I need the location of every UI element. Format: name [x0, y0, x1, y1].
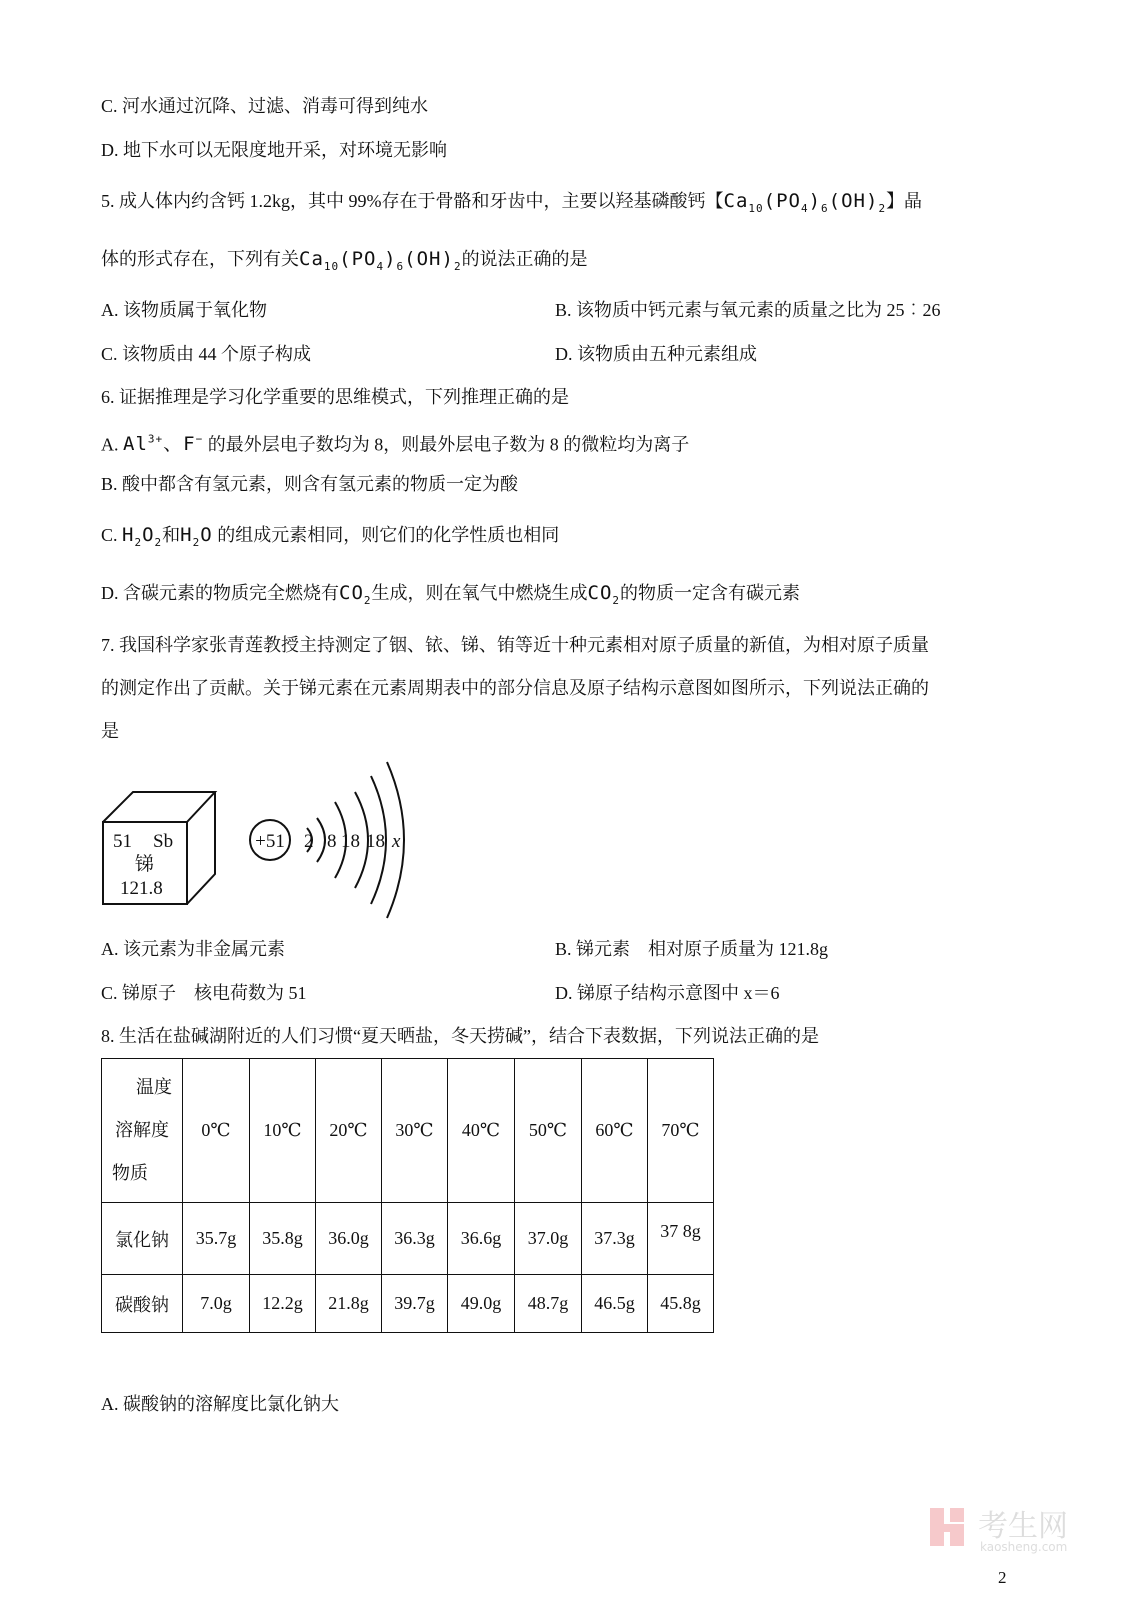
q7-stem-1: 7. 我国科学家张青莲教授主持测定了铟、铱、锑、铕等近十种元素相对原子质量的新值，为相对原子质量 — [101, 635, 929, 655]
q4-option-d: D. 地下水可以无限度地开采，对环境无影响 — [101, 140, 447, 160]
kaosheng-logo-icon — [930, 1504, 1120, 1556]
value-cell: 36.3g — [382, 1203, 448, 1275]
value-cell: 36.6g — [448, 1203, 515, 1275]
watermark-logo — [930, 1504, 1120, 1556]
q5-stem-2b: 的说法正确的是 — [461, 249, 588, 269]
q5-stem — [101, 189, 922, 221]
label-substance: 物质 — [112, 1163, 148, 1183]
formula: $CO_2$ — [339, 582, 372, 607]
value-cell: 46.5g — [582, 1275, 648, 1333]
formula: $H_2O$ — [180, 524, 213, 549]
q5-option-c: C. 该物质由 44 个原子构成 — [101, 344, 312, 364]
q5-stem-text: 5. 成人体内约含钙 1.2kg，其中 99%存在于骨骼和牙齿中，主要以羟基磷酸钙【 — [101, 191, 724, 211]
solubility-table — [101, 1058, 714, 1333]
value-cell: 37.3g — [582, 1203, 648, 1275]
q8-stem: 8. 生活在盐碱湖附近的人们习惯“夏天晒盐，冬天捞碱”，结合下表数据，下列说法正确的是 — [101, 1026, 819, 1046]
shell-2: 8 — [327, 831, 337, 852]
q6-option-d — [101, 581, 800, 613]
temp-cell: 60℃ — [582, 1059, 648, 1203]
q6-stem: 6. 证据推理是学习化学重要的思维模式，下列推理正确的是 — [101, 387, 569, 407]
table-row — [102, 1275, 714, 1333]
q5-option-d: D. 该物质由五种元素组成 — [555, 344, 757, 364]
q7-option-a: A. 该元素为非金属元素 — [101, 939, 285, 959]
text: 的最外层电子数均为 8，则最外层电子数为 8 的微粒均为离子 — [207, 434, 690, 455]
table-header-row — [102, 1059, 714, 1203]
formula: $CO_2$ — [587, 582, 621, 607]
label: A. — [101, 434, 119, 455]
element-mass: 121.8 — [120, 878, 163, 899]
substance-cell: 氯化钠 — [102, 1203, 183, 1275]
shell-5: x — [392, 831, 401, 852]
formula: $Ca_{10}(PO_4)_6(OH)_2$ — [723, 190, 887, 215]
element-symbol: Sb — [153, 831, 174, 852]
q7-stem-3: 是 — [101, 721, 119, 741]
value-cell: 35.7g — [183, 1203, 250, 1275]
text: 和 — [162, 525, 181, 545]
text: D. 含碳元素的物质完全燃烧有 — [101, 583, 339, 603]
nucleus-charge: +51 — [255, 831, 285, 852]
q5-stem-end: 】晶 — [886, 191, 923, 211]
value-cell: 35.8g — [250, 1203, 316, 1275]
q7-option-c: C. 锑原子 核电荷数为 51 — [101, 983, 307, 1003]
temp-cell: 70℃ — [648, 1059, 714, 1203]
q7-stem-2: 的测定作出了贡献。关于锑元素在元素周期表中的部分信息及原子结构示意图如图所示，下列说法正确的 — [101, 678, 929, 698]
q6-option-c — [101, 523, 559, 555]
value-cell: 45.8g — [648, 1275, 714, 1333]
label-solubility: 溶解度 — [115, 1120, 169, 1140]
temp-cell: 20℃ — [316, 1059, 382, 1203]
value-cell: 21.8g — [316, 1275, 382, 1333]
formula: $H_2O_2$ — [122, 524, 163, 549]
label: C. — [101, 525, 118, 545]
text: 的物质一定含有碳元素 — [620, 583, 801, 603]
element-name: 锑 — [135, 854, 155, 875]
text: 的组成元素相同，则它们的化学性质也相同 — [217, 525, 560, 545]
q5-stem-2a: 体的形式存在，下列有关 — [101, 249, 299, 269]
formula: $Al^{3+}$、F− — [123, 433, 204, 456]
value-cell: 12.2g — [250, 1275, 316, 1333]
formula: $Ca_{10}(PO_4)_6(OH)_2$ — [299, 248, 462, 273]
shell-1: 2 — [304, 831, 314, 852]
temp-cell: 30℃ — [382, 1059, 448, 1203]
value-cell: 36.0g — [316, 1203, 382, 1275]
substance-cell: 碳酸钠 — [102, 1275, 183, 1333]
temp-cell: 0℃ — [183, 1059, 250, 1203]
temp-cell: 40℃ — [448, 1059, 515, 1203]
header-corner — [102, 1059, 183, 1203]
q7-option-b: B. 锑元素 相对原子质量为 121.8g — [555, 939, 829, 959]
svg-text:kaosheng.com: kaosheng.com — [980, 1540, 1068, 1554]
shell-3: 18 — [341, 831, 360, 852]
page-number: 2 — [998, 1568, 1007, 1587]
value-cell: 39.7g — [382, 1275, 448, 1333]
value-cell: 37 8g — [648, 1203, 714, 1275]
q5-stem-2 — [101, 247, 588, 279]
value-cell: 7.0g — [183, 1275, 250, 1333]
q8-option-a: A. 碳酸钠的溶解度比氯化钠大 — [101, 1394, 339, 1414]
q6-option-a — [101, 428, 689, 456]
q7-option-d: D. 锑原子结构示意图中 x＝6 — [555, 983, 780, 1003]
q4-option-c: C. 河水通过沉降、过滤、消毒可得到纯水 — [101, 96, 429, 116]
temp-cell: 50℃ — [515, 1059, 582, 1203]
q5-option-a: A. 该物质属于氧化物 — [101, 300, 267, 320]
label-temp: 温度 — [136, 1077, 172, 1097]
temp-cell: 10℃ — [250, 1059, 316, 1203]
shell-4: 18 — [366, 831, 385, 852]
antimony-diagram — [95, 760, 425, 920]
q5-option-b: B. 该物质中钙元素与氧元素的质量之比为 25︰26 — [555, 300, 941, 320]
text: 生成，则在氧气中燃烧生成 — [371, 583, 588, 603]
element-number: 51 — [113, 831, 132, 852]
table-row — [102, 1203, 714, 1275]
value-cell: 37.0g — [515, 1203, 582, 1275]
value-cell: 49.0g — [448, 1275, 515, 1333]
value-cell: 48.7g — [515, 1275, 582, 1333]
svg-text:考生网: 考生网 — [978, 1509, 1068, 1544]
q6-option-b: B. 酸中都含有氢元素，则含有氢元素的物质一定为酸 — [101, 474, 519, 494]
